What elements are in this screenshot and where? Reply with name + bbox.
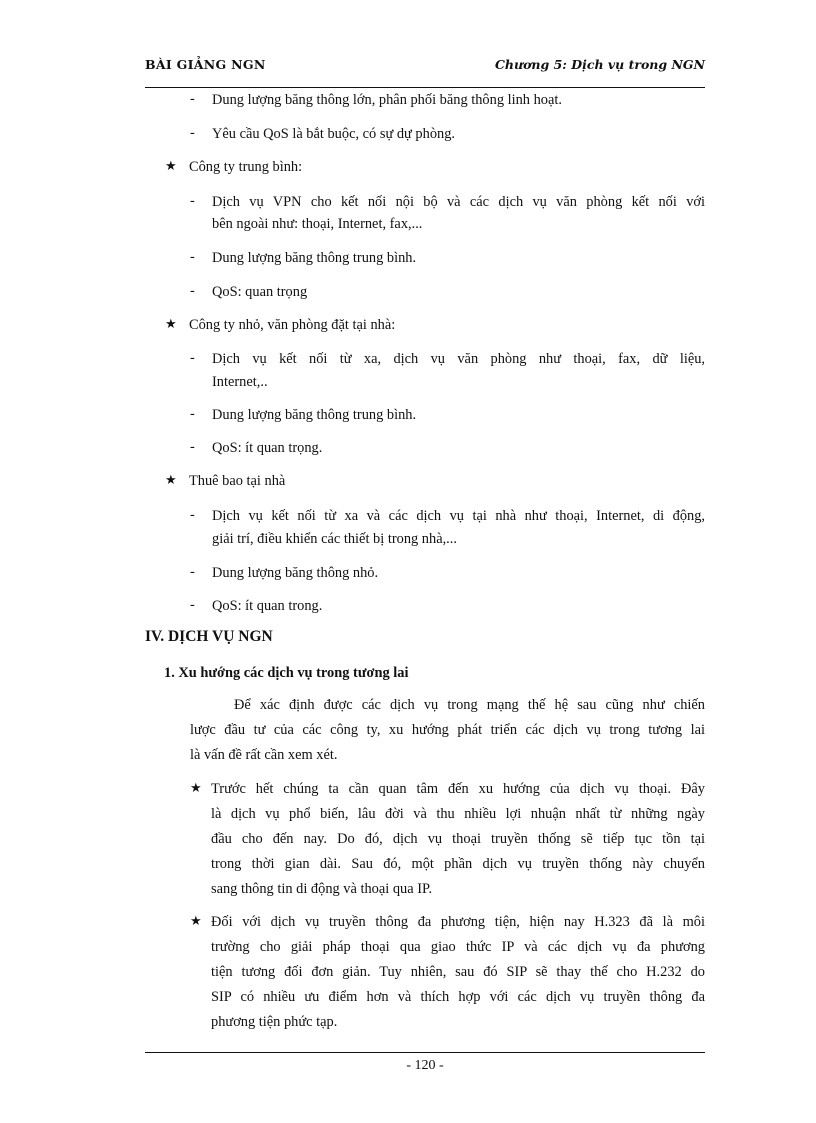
bullet-paragraph-line: phương tiện phức tạp. bbox=[211, 1014, 338, 1030]
list-item: Dịch vụ kết nối từ xa và các dịch vụ tại nhà như thoại, Internet, di động, bbox=[212, 508, 705, 524]
list-item: QoS: ít quan trọng. bbox=[212, 440, 323, 456]
dash-bullet: - bbox=[190, 283, 195, 299]
paragraph-line: là vấn đề rất cần xem xét. bbox=[190, 747, 338, 763]
list-item: Dung lượng băng thông lớn, phân phối băng thông linh hoạt. bbox=[212, 92, 562, 108]
header-chapter-title: Chương 5: Dịch vụ trong NGN bbox=[494, 57, 705, 72]
paragraph-line: Để xác định được các dịch vụ trong mạng thế hệ sau cũng như chiến bbox=[234, 697, 705, 713]
bullet-paragraph-line: sang thông tin di động và thoại qua IP. bbox=[211, 881, 433, 897]
list-item-continuation: giải trí, điều khiển các thiết bị trong nhà,... bbox=[212, 531, 457, 547]
dash-bullet: - bbox=[190, 193, 195, 209]
bullet-paragraph-line: Trước hết chúng ta cần quan tâm đến xu hướng của dịch vụ thoại. Đây bbox=[211, 781, 705, 797]
star-bullet-icon: ★ bbox=[190, 913, 202, 928]
list-item: Dung lượng băng thông trung bình. bbox=[212, 407, 417, 423]
star-bullet-icon: ★ bbox=[165, 472, 177, 487]
list-item: Dung lượng băng thông trung bình. bbox=[212, 250, 417, 266]
page-header bbox=[145, 50, 705, 72]
list-item-continuation: Internet,.. bbox=[212, 374, 268, 390]
list-item: QoS: ít quan trong. bbox=[212, 598, 323, 614]
bullet-paragraph-line: là dịch vụ phổ biến, lâu đời và thu nhiều lợi nhuận nhất từ những ngày bbox=[211, 806, 705, 822]
header-rule bbox=[145, 87, 705, 88]
list-item: Dung lượng băng thông nhỏ. bbox=[212, 565, 379, 581]
star-bullet-icon: ★ bbox=[165, 158, 177, 173]
star-bullet-icon: ★ bbox=[165, 316, 177, 331]
dash-bullet: - bbox=[190, 249, 195, 265]
dash-bullet: - bbox=[190, 125, 195, 141]
dash-bullet: - bbox=[190, 406, 195, 422]
bullet-paragraph-line: SIP có nhiều ưu điểm hơn và thích hợp với các dịch vụ truyền thông đa bbox=[211, 989, 705, 1005]
header-course-title: BÀI GIẢNG NGN bbox=[145, 57, 266, 72]
dash-bullet: - bbox=[190, 507, 195, 523]
list-item: QoS: quan trọng bbox=[212, 284, 308, 300]
list-item: Dịch vụ VPN cho kết nối nội bộ và các dịch vụ văn phòng kết nối với bbox=[212, 194, 705, 210]
category-label: Công ty nhỏ, văn phòng đặt tại nhà: bbox=[189, 317, 396, 333]
dash-bullet: - bbox=[190, 564, 195, 580]
star-bullet-icon: ★ bbox=[190, 780, 202, 795]
subsection-heading: 1. Xu hướng các dịch vụ trong tương lai bbox=[164, 665, 409, 681]
page-number: - 120 - bbox=[406, 1058, 444, 1073]
bullet-paragraph-line: trong thời gian dài. Sau đó, một phần dịch vụ truyền thống này chuyển bbox=[211, 856, 705, 872]
paragraph-line: lược đầu tư của các công ty, xu hướng phát triển các dịch vụ trong tương lai bbox=[190, 722, 705, 738]
footer-rule bbox=[145, 1052, 705, 1053]
category-label: Công ty trung bình: bbox=[189, 159, 303, 175]
list-item-continuation: bên ngoài như: thoại, Internet, fax,... bbox=[212, 216, 423, 232]
bullet-paragraph-line: trường cho giải pháp thoại qua giao thức IP và các dịch vụ đa phương bbox=[211, 939, 705, 955]
dash-bullet: - bbox=[190, 91, 195, 107]
bullet-paragraph-line: Đối với dịch vụ truyền thông đa phương tiện, hiện nay H.323 đã là môi bbox=[211, 914, 705, 930]
list-item: Dịch vụ kết nối từ xa, dịch vụ văn phòng như thoại, fax, dữ liệu, bbox=[212, 351, 705, 367]
bullet-paragraph-line: tiện tương đối đơn giản. Tuy nhiên, sau đó SIP sẽ thay thế cho H.232 do bbox=[211, 964, 705, 980]
dash-bullet: - bbox=[190, 350, 195, 366]
bullet-paragraph-line: đầu cho đến nay. Do đó, dịch vụ thoại truyền thống sẽ tiếp tục tồn tại bbox=[211, 831, 705, 847]
dash-bullet: - bbox=[190, 597, 195, 613]
category-label: Thuê bao tại nhà bbox=[189, 473, 286, 489]
dash-bullet: - bbox=[190, 439, 195, 455]
list-item: Yêu cầu QoS là bắt buộc, có sự dự phòng. bbox=[212, 126, 456, 142]
section-heading: IV. DỊCH VỤ NGN bbox=[145, 628, 273, 645]
